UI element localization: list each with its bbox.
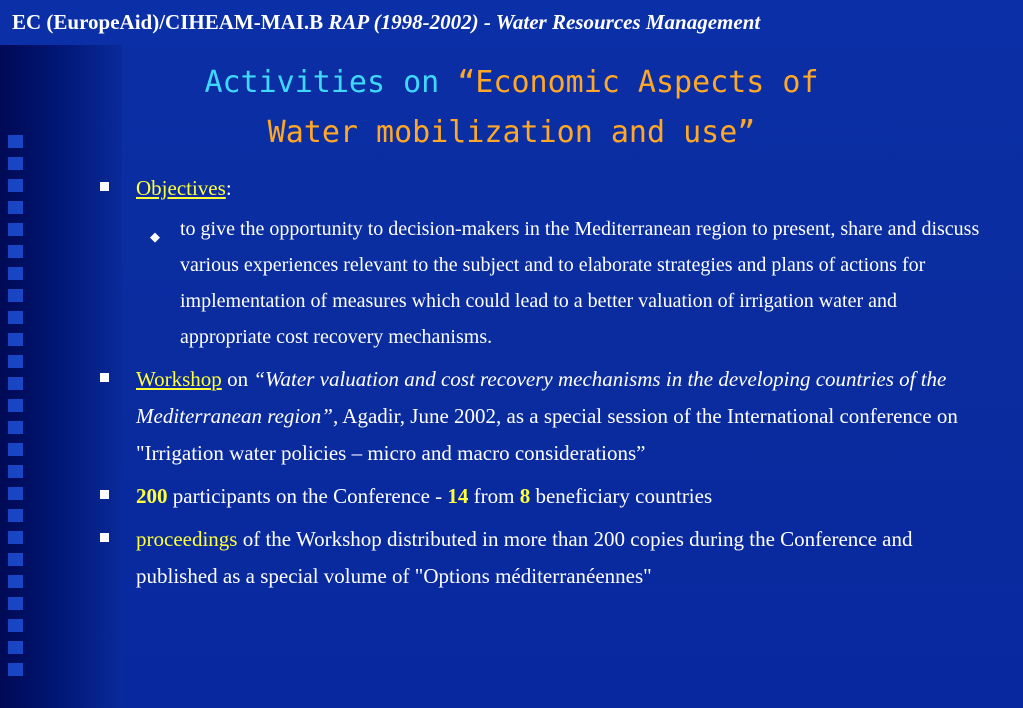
objectives-label: Objectives xyxy=(136,176,226,200)
proceedings-label: proceedings xyxy=(136,527,238,551)
decor-square xyxy=(8,509,23,522)
countries-count: 8 xyxy=(519,484,531,508)
decor-square xyxy=(8,663,23,676)
square-bullet-icon xyxy=(100,490,109,499)
decor-square xyxy=(8,179,23,192)
decor-square xyxy=(8,377,23,390)
countries-text: beneficiary countries xyxy=(530,484,713,508)
title-topic-line2: Water mobilization and use” xyxy=(267,115,756,150)
bullet-workshop xyxy=(100,361,985,472)
bullet-list xyxy=(100,170,985,595)
square-bullet-icon xyxy=(100,182,109,191)
objectives-colon: : xyxy=(225,176,232,200)
bullet-proceedings xyxy=(100,521,985,595)
slide-header xyxy=(12,10,760,35)
header-org: EC (EuropeAid)/CIHEAM-MAI.B xyxy=(12,10,324,34)
square-bullet-icon xyxy=(100,533,109,542)
bullet-objectives xyxy=(100,170,985,207)
sub-bullet-objectives xyxy=(100,211,985,355)
header-programme: RAP (1998-2002) - Water Resources Management xyxy=(328,10,761,34)
from-count: 14 xyxy=(447,484,469,508)
proceedings-text: of the Workshop distributed in more than 200 copies during the Conference and published as a special volume of "Options méditerranéennes" xyxy=(136,527,913,588)
decor-square xyxy=(8,575,23,588)
decor-square xyxy=(8,289,23,302)
participants-count: 200 xyxy=(136,484,168,508)
decor-square xyxy=(8,641,23,654)
decor-square xyxy=(8,487,23,500)
decor-square xyxy=(8,531,23,544)
decor-square xyxy=(8,465,23,478)
decor-square xyxy=(8,157,23,170)
decor-squares xyxy=(8,135,28,685)
workshop-on: on xyxy=(221,367,254,391)
decor-square xyxy=(8,355,23,368)
decor-square xyxy=(8,597,23,610)
decor-square xyxy=(8,399,23,412)
decor-square xyxy=(8,245,23,258)
from-text: from xyxy=(468,484,520,508)
workshop-rest: , Agadir, June 2002, as a special session of the International conference on "Irrigation water policies – micro and macro considerations” xyxy=(136,404,958,465)
objectives-text: to give the opportunity to decision-makers in the Mediterranean region to present, share and discuss various experiences relevant to the subject and to elaborate strategies and plans of actions for implementation of measures which could lead to a better valuation of irrigation water and appropriate cost recovery mechanisms. xyxy=(180,218,980,348)
decor-square xyxy=(8,311,23,324)
decor-square xyxy=(8,553,23,566)
square-bullet-icon xyxy=(100,373,109,382)
workshop-title: “Water valuation and cost recovery mechanisms in the developing countries of the Mediterranean region” xyxy=(136,367,947,428)
decor-square xyxy=(8,333,23,346)
workshop-label: Workshop xyxy=(136,367,222,391)
decor-square xyxy=(8,421,23,434)
diamond-bullet-icon: ◆ xyxy=(150,229,160,244)
title-topic-line1: “Economic Aspects of xyxy=(457,65,819,100)
slide-title xyxy=(0,58,1023,158)
bullet-participants xyxy=(100,478,985,515)
decor-square xyxy=(8,223,23,236)
decor-square xyxy=(8,267,23,280)
participants-text: participants on the Conference - xyxy=(167,484,448,508)
decor-square xyxy=(8,201,23,214)
decor-square xyxy=(8,443,23,456)
decor-square xyxy=(8,619,23,632)
title-prefix: Activities on xyxy=(204,65,458,100)
